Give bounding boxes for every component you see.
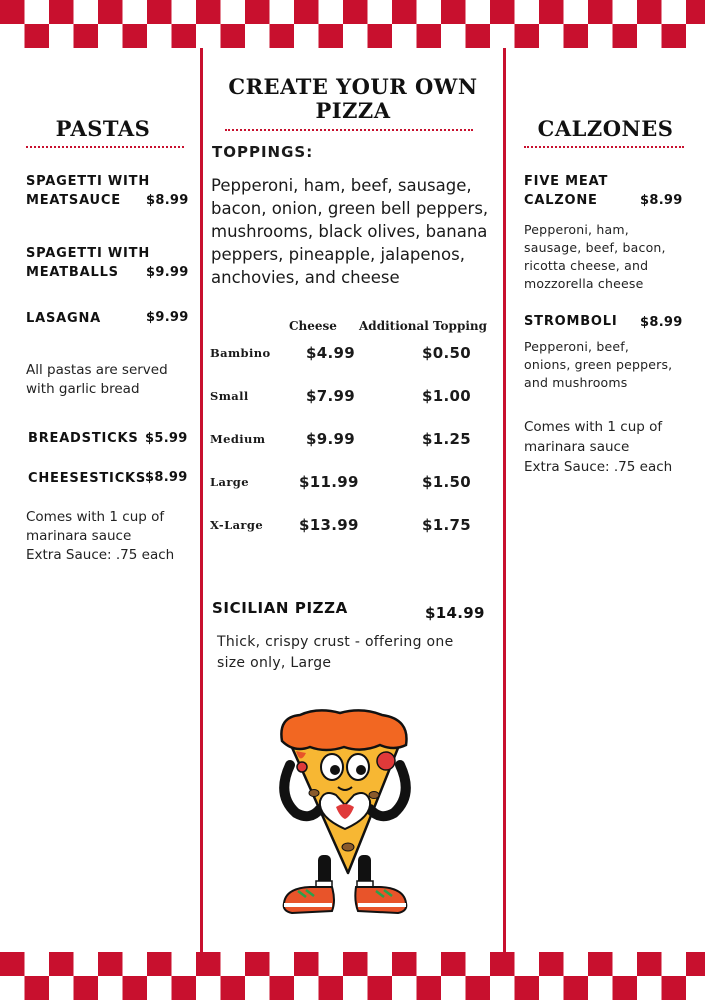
checker-square [662, 24, 687, 48]
size-label: Small [210, 389, 249, 403]
cheese-price: $11.99 [299, 473, 359, 491]
item-price: $9.99 [146, 310, 189, 325]
checker-square [515, 24, 540, 48]
checker-square [588, 0, 613, 24]
checker-square [319, 976, 344, 1000]
item-price: $5.99 [145, 431, 188, 446]
checker-square [515, 976, 540, 1000]
checker-square [637, 952, 662, 976]
pizza-dotted-rule [225, 129, 473, 131]
checker-square [98, 976, 123, 1000]
checker-square [319, 0, 344, 24]
checker-square [490, 24, 515, 48]
checker-square [294, 952, 319, 976]
item-name: MEATBALLS [26, 265, 119, 280]
checker-square [686, 976, 705, 1000]
checker-square [613, 976, 638, 1000]
checker-square [123, 24, 148, 48]
checker-square [221, 976, 246, 1000]
checker-square [343, 976, 368, 1000]
checker-square [588, 952, 613, 976]
item-description: sausage, beef, bacon, [524, 240, 666, 255]
checker-square [270, 976, 295, 1000]
size-label: Bambino [210, 346, 271, 360]
checker-square [196, 976, 221, 1000]
cheese-price: $4.99 [306, 344, 355, 362]
note-line: Comes with 1 cup of [524, 419, 663, 435]
checker-square [98, 24, 123, 48]
note-line: All pastas are served [26, 362, 168, 378]
checker-square [539, 952, 564, 976]
checker-square [564, 976, 589, 1000]
item-name: CHEESESTICKS [28, 471, 147, 486]
checker-square [466, 952, 491, 976]
checker-square [245, 976, 270, 1000]
checker-square [147, 976, 172, 1000]
item-price: $14.99 [425, 604, 485, 622]
checker-square [0, 0, 25, 24]
divider-right [503, 48, 506, 952]
item-description: Thick, crispy crust - offering one [217, 634, 454, 650]
item-price: $8.99 [145, 470, 188, 485]
item-name: STROMBOLI [524, 314, 618, 329]
topping-price: $1.50 [422, 473, 471, 491]
checker-square [515, 952, 540, 976]
checker-square [564, 24, 589, 48]
checkered-border-bottom [0, 952, 705, 1000]
checker-square [319, 952, 344, 976]
checker-square [147, 0, 172, 24]
size-label: Large [210, 475, 249, 489]
pizza-slice-mascot-icon [270, 705, 420, 924]
checker-square [270, 952, 295, 976]
checker-square [441, 976, 466, 1000]
checker-square [0, 24, 25, 48]
item-price: $8.99 [640, 193, 683, 208]
item-name: BREADSTICKS [28, 431, 139, 446]
checker-square [123, 952, 148, 976]
item-description: onions, green peppers, [524, 357, 673, 372]
checker-square [294, 24, 319, 48]
note-line: marinara sauce [26, 528, 132, 544]
checker-square [245, 0, 270, 24]
note-line: marinara sauce [524, 439, 630, 455]
item-name: FIVE MEAT [524, 174, 609, 189]
checker-square [221, 24, 246, 48]
item-name: SPAGETTI WITH [26, 174, 151, 189]
checker-square [368, 952, 393, 976]
checker-square [196, 24, 221, 48]
checker-square [221, 952, 246, 976]
checker-square [270, 24, 295, 48]
checker-square [196, 0, 221, 24]
pastas-dotted-rule [26, 146, 184, 148]
cheese-price: $7.99 [306, 387, 355, 405]
checker-square [417, 952, 442, 976]
topping-price: $1.25 [422, 430, 471, 448]
cheese-price: $9.99 [306, 430, 355, 448]
item-description: ricotta cheese, and [524, 258, 649, 273]
checker-square [588, 24, 613, 48]
item-name: CALZONE [524, 193, 598, 208]
checker-square [172, 24, 197, 48]
checker-square [270, 0, 295, 24]
item-description: mozzorella cheese [524, 276, 644, 291]
checker-square [466, 0, 491, 24]
checker-square [662, 0, 687, 24]
note-line: Comes with 1 cup of [26, 509, 165, 525]
checker-square [662, 952, 687, 976]
checker-square [539, 976, 564, 1000]
item-name: LASAGNA [26, 311, 101, 326]
checker-square [25, 24, 50, 48]
checker-square [368, 976, 393, 1000]
checker-square [0, 976, 25, 1000]
topping-price: $1.75 [422, 516, 471, 534]
pizza-heading: CREATE YOUR OWN [228, 74, 478, 99]
topping-price: $0.50 [422, 344, 471, 362]
item-price: $9.99 [146, 265, 189, 280]
checker-square [74, 24, 99, 48]
checker-square [98, 0, 123, 24]
checker-square [343, 0, 368, 24]
checker-square [515, 0, 540, 24]
item-price: $8.99 [146, 193, 189, 208]
checker-square [613, 0, 638, 24]
checker-square [343, 24, 368, 48]
checker-square [637, 976, 662, 1000]
checker-square [49, 976, 74, 1000]
checker-square [490, 976, 515, 1000]
checker-square [613, 952, 638, 976]
checker-square [539, 0, 564, 24]
checker-square [441, 952, 466, 976]
checker-square [74, 952, 99, 976]
checker-square [686, 952, 705, 976]
item-name: SPAGETTI WITH [26, 246, 151, 261]
checker-square [123, 976, 148, 1000]
checker-square [172, 976, 197, 1000]
note-line: with garlic bread [26, 381, 140, 397]
checker-square [147, 24, 172, 48]
checker-square [441, 24, 466, 48]
checker-square [490, 952, 515, 976]
item-description: size only, Large [217, 655, 332, 671]
checker-square [172, 0, 197, 24]
calzones-heading: CALZONES [537, 116, 674, 141]
size-label: Medium [210, 432, 266, 446]
note-line: Extra Sauce: .75 each [26, 547, 175, 563]
topping-price: $1.00 [422, 387, 471, 405]
toppings-label: TOPPINGS: [212, 143, 314, 161]
checker-square [392, 952, 417, 976]
checker-square [613, 24, 638, 48]
checker-square [25, 0, 50, 24]
checker-square [392, 24, 417, 48]
checker-square [74, 0, 99, 24]
checker-square [196, 952, 221, 976]
checker-square [368, 0, 393, 24]
checker-square [49, 0, 74, 24]
checkered-border-top [0, 0, 705, 48]
checker-square [172, 952, 197, 976]
column-header-cheese: Cheese [289, 319, 337, 333]
checker-square [98, 952, 123, 976]
checker-square [662, 976, 687, 1000]
checker-square [637, 0, 662, 24]
checker-square [637, 24, 662, 48]
calzones-dotted-rule [524, 146, 684, 148]
checker-square [294, 0, 319, 24]
checker-square [368, 24, 393, 48]
checker-square [466, 24, 491, 48]
note-line: Extra Sauce: .75 each [524, 459, 673, 475]
checker-square [564, 952, 589, 976]
checker-square [466, 976, 491, 1000]
checker-square [0, 952, 25, 976]
pastas-heading: PASTAS [55, 116, 151, 141]
column-header-topping: Additional Topping [359, 319, 488, 333]
item-name: MEATSAUCE [26, 193, 121, 208]
checker-square [490, 0, 515, 24]
checker-square [417, 24, 442, 48]
toppings-list: Pepperoni, ham, beef, sausage, bacon, onion, green bell peppers, mushrooms, black olives, banana peppers, pineapple, jalapenos, anchovies, and cheese [211, 176, 489, 287]
item-description: Pepperoni, ham, [524, 222, 629, 237]
checker-square [294, 976, 319, 1000]
divider-left [200, 48, 203, 952]
size-label: X-Large [210, 518, 264, 532]
checker-square [147, 952, 172, 976]
checker-square [49, 24, 74, 48]
checker-square [441, 0, 466, 24]
checker-square [417, 0, 442, 24]
item-description: and mushrooms [524, 375, 628, 390]
checker-square [686, 0, 705, 24]
checker-square [74, 976, 99, 1000]
checker-square [245, 952, 270, 976]
checker-square [221, 0, 246, 24]
cheese-price: $13.99 [299, 516, 359, 534]
checker-square [123, 0, 148, 24]
checker-square [343, 952, 368, 976]
checker-square [686, 24, 705, 48]
checker-square [392, 976, 417, 1000]
item-price: $8.99 [640, 315, 683, 330]
pizza-heading: PIZZA [315, 98, 391, 123]
checker-square [25, 976, 50, 1000]
item-description: Pepperoni, beef, [524, 339, 630, 354]
checker-square [588, 976, 613, 1000]
checker-square [245, 24, 270, 48]
checker-square [392, 0, 417, 24]
checker-square [564, 0, 589, 24]
checker-square [49, 952, 74, 976]
checker-square [319, 24, 344, 48]
checker-square [417, 976, 442, 1000]
item-name: SICILIAN PIZZA [212, 599, 348, 617]
checker-square [539, 24, 564, 48]
checker-square [25, 952, 50, 976]
